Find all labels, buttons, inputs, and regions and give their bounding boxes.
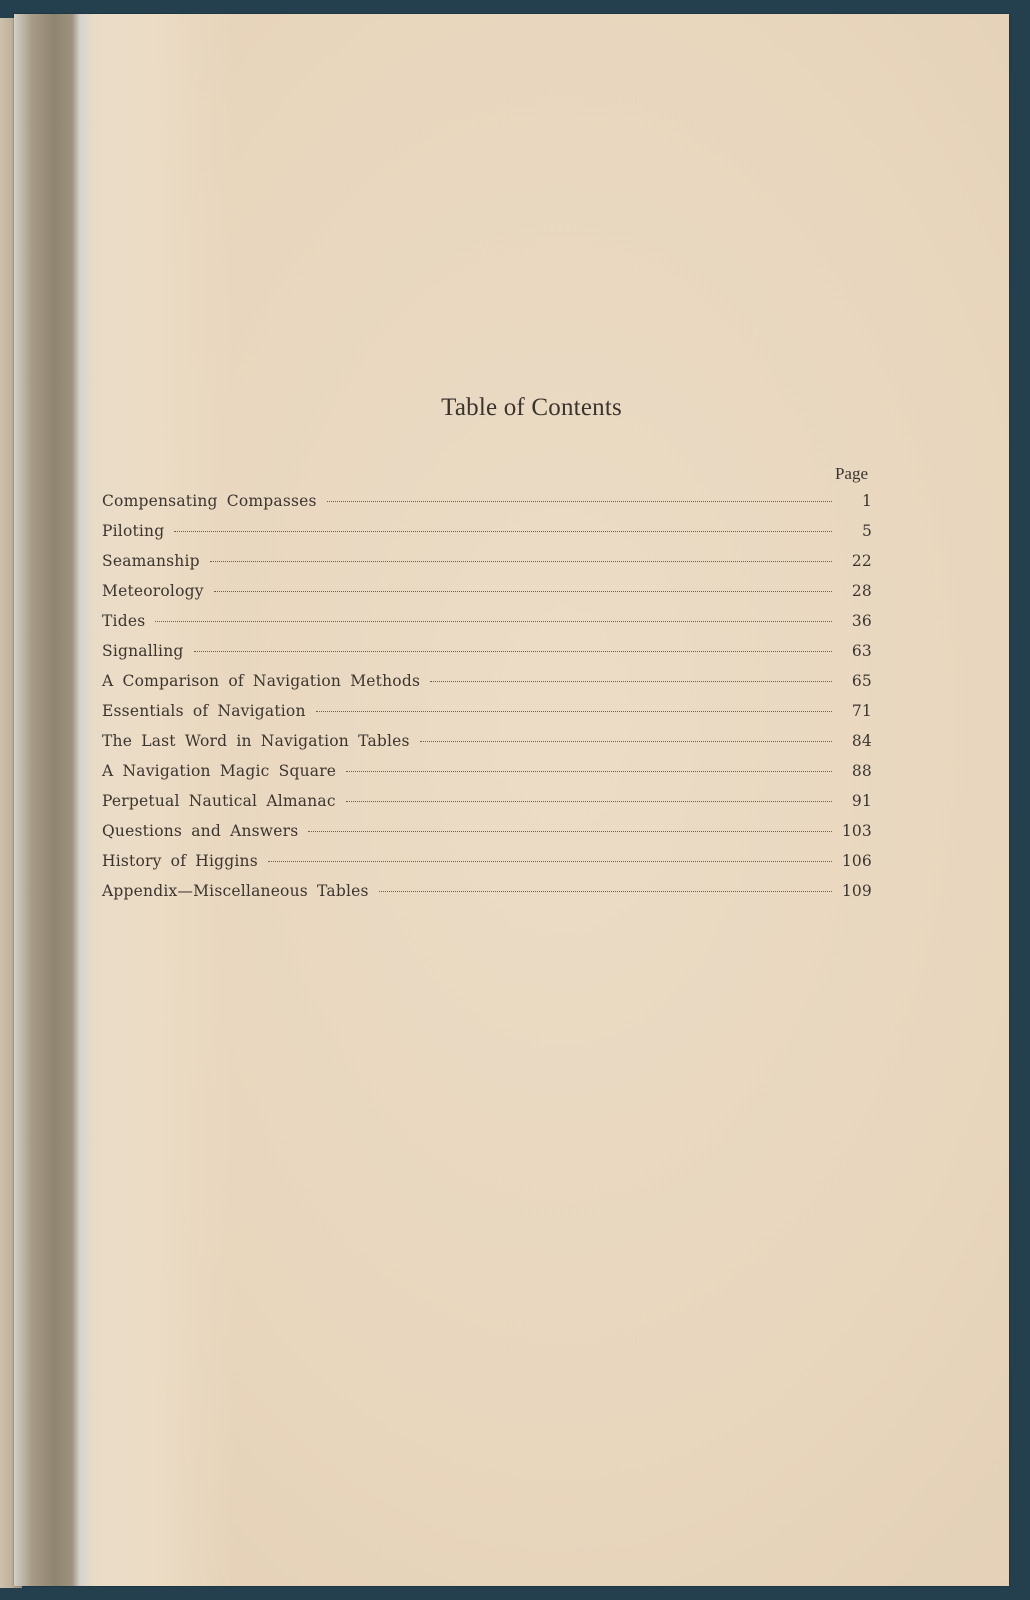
- dot-leader: [268, 861, 832, 862]
- toc-entry: [102, 522, 872, 552]
- toc-entry-label: History of Higgins: [102, 852, 258, 870]
- toc-entry: [102, 582, 872, 612]
- toc-entry-page: 109: [841, 882, 872, 900]
- dot-leader: [214, 591, 832, 592]
- toc-entry-page: 65: [851, 672, 872, 690]
- dot-leader: [327, 501, 832, 502]
- toc-entry: [102, 732, 872, 762]
- toc-entry: [102, 552, 872, 582]
- toc-entry-page: 1: [861, 492, 872, 510]
- toc-entry-page: 36: [851, 612, 872, 630]
- toc-entry-label: Essentials of Navigation: [102, 702, 306, 720]
- dot-leader: [308, 831, 831, 832]
- dot-leader: [174, 531, 832, 532]
- toc-entry-label: A Navigation Magic Square: [102, 762, 337, 780]
- toc-entry-page: 84: [851, 732, 872, 750]
- dot-leader: [155, 621, 832, 622]
- toc-entry-page: 22: [851, 552, 872, 570]
- dot-leader: [379, 891, 832, 892]
- dot-leader: [346, 801, 832, 802]
- toc-entry-label: Compensating Compasses: [102, 492, 317, 510]
- toc-entry: [102, 612, 872, 642]
- toc-entry-label: The Last Word in Navigation Tables: [102, 732, 410, 750]
- toc-entry-page: 71: [851, 702, 872, 720]
- book-page: [14, 14, 1009, 1586]
- toc-entry-page: 106: [841, 852, 872, 870]
- page-title: Table of Contents: [441, 394, 622, 421]
- dot-leader: [346, 771, 832, 772]
- toc-entry-label: Seamanship: [102, 552, 200, 570]
- toc-entry-page: 63: [851, 642, 872, 660]
- dot-leader: [210, 561, 832, 562]
- toc-entry: [102, 882, 872, 912]
- toc-entry-label: A Comparison of Navigation Methods: [102, 672, 421, 690]
- toc-entry-page: 5: [861, 522, 872, 540]
- toc-entry: [102, 642, 872, 672]
- toc-entry-page: 91: [851, 792, 872, 810]
- dot-leader: [194, 651, 833, 652]
- page-column-header: Page: [834, 464, 868, 483]
- toc-entry-page: 103: [841, 822, 872, 840]
- toc-entry-label: Tides: [102, 612, 146, 630]
- dot-leader: [420, 741, 832, 742]
- table-of-contents: [102, 462, 872, 912]
- toc-entry: [102, 702, 872, 732]
- toc-entry-label: Meteorology: [102, 582, 204, 600]
- toc-entry-label: Signalling: [102, 642, 184, 660]
- toc-entry-label: Appendix—Miscellaneous Tables: [102, 882, 369, 900]
- toc-entry: [102, 672, 872, 702]
- toc-entry-page: 28: [851, 582, 872, 600]
- toc-entry: [102, 492, 872, 522]
- toc-entry-label: Perpetual Nautical Almanac: [102, 792, 336, 810]
- toc-entry: [102, 852, 872, 882]
- toc-entry-page: 88: [851, 762, 872, 780]
- toc-entry-label: Questions and Answers: [102, 822, 299, 840]
- toc-entry: [102, 822, 872, 852]
- dot-leader: [430, 681, 832, 682]
- toc-entry-label: Piloting: [102, 522, 165, 540]
- toc-entry: [102, 792, 872, 822]
- toc-entry: [102, 762, 872, 792]
- dot-leader: [316, 711, 832, 712]
